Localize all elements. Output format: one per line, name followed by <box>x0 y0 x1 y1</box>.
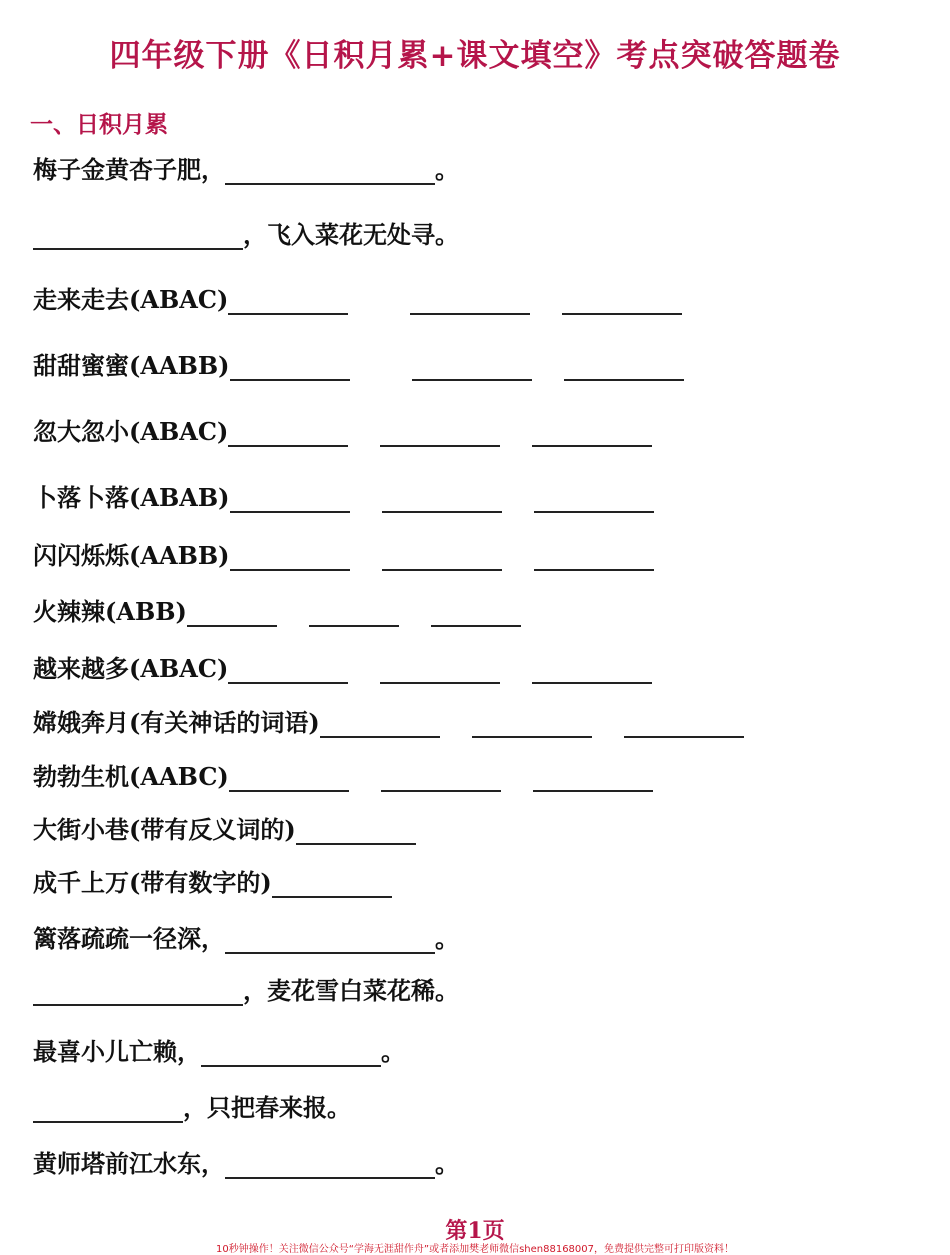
answer-blank[interactable] <box>225 924 435 954</box>
answer-blank[interactable] <box>230 483 350 513</box>
prompt-text: 。 <box>381 1037 405 1066</box>
prompt-text: 勃勃生机(AABC) <box>33 762 229 791</box>
prompt-text: 闪闪烁烁(AABB) <box>33 541 230 570</box>
fill-line-5 <box>33 413 652 447</box>
answer-blank[interactable] <box>532 417 652 447</box>
prompt-text: 走来走去(ABAC) <box>33 285 229 314</box>
prompt-text: 大街小巷(带有反义词的) <box>33 815 296 844</box>
answer-blank[interactable] <box>533 762 653 792</box>
answer-blank[interactable] <box>412 351 532 381</box>
fill-line-15 <box>33 972 459 1006</box>
answer-blank[interactable] <box>230 351 350 381</box>
answer-blank[interactable] <box>534 483 654 513</box>
fill-line-4 <box>33 347 684 381</box>
answer-blank[interactable] <box>380 654 500 684</box>
fill-line-10 <box>33 704 744 738</box>
prompt-text: 篱落疏疏一径深， <box>33 924 225 953</box>
prompt-text: 卜落卜落(ABAB) <box>33 483 230 512</box>
prompt-text: 黄师塔前江水东， <box>33 1149 225 1178</box>
prompt-text: 。 <box>435 155 459 184</box>
answer-blank[interactable] <box>33 976 243 1006</box>
prompt-text: 最喜小儿亡赖， <box>33 1037 201 1066</box>
answer-blank[interactable] <box>381 762 501 792</box>
fill-line-8 <box>33 593 521 627</box>
page-title: 四年级下册《日积月累+课文填空》考点突破答题卷 <box>109 38 841 74</box>
answer-blank[interactable] <box>228 654 348 684</box>
fill-line-1 <box>33 151 459 185</box>
fill-line-3 <box>33 281 682 315</box>
fill-line-2 <box>33 216 459 250</box>
answer-blank[interactable] <box>33 220 243 250</box>
answer-blank[interactable] <box>228 417 348 447</box>
prompt-text: ，只把春来报。 <box>183 1093 351 1122</box>
prompt-text: 。 <box>435 924 459 953</box>
answer-blank[interactable] <box>33 1093 183 1123</box>
answer-blank[interactable] <box>230 541 350 571</box>
fill-line-13 <box>33 864 392 898</box>
answer-blank[interactable] <box>382 541 502 571</box>
answer-blank[interactable] <box>225 1149 435 1179</box>
prompt-text: ，麦花雪白菜花稀。 <box>243 976 459 1005</box>
fill-line-18 <box>33 1145 459 1179</box>
fill-line-14 <box>33 920 459 954</box>
answer-blank[interactable] <box>229 762 349 792</box>
answer-blank[interactable] <box>380 417 500 447</box>
answer-blank[interactable] <box>534 541 654 571</box>
answer-blank[interactable] <box>296 815 416 845</box>
answer-blank[interactable] <box>562 285 682 315</box>
prompt-text: 。 <box>435 1149 459 1178</box>
section-heading: 一、日积月累 <box>30 111 168 138</box>
prompt-text: 火辣辣(ABB) <box>33 597 187 626</box>
answer-blank[interactable] <box>624 708 744 738</box>
fill-line-9 <box>33 650 652 684</box>
prompt-text: 忽大忽小(ABAC) <box>33 417 229 446</box>
prompt-text: 甜甜蜜蜜(AABB) <box>33 351 230 380</box>
prompt-text: 嫦娥奔月(有关神话的词语) <box>33 708 320 737</box>
answer-blank[interactable] <box>201 1037 381 1067</box>
prompt-text: 越来越多(ABAC) <box>33 654 229 683</box>
answer-blank[interactable] <box>309 597 399 627</box>
fill-line-6 <box>33 479 654 513</box>
fill-line-16 <box>33 1033 405 1067</box>
answer-blank[interactable] <box>382 483 502 513</box>
answer-blank[interactable] <box>187 597 277 627</box>
answer-blank[interactable] <box>320 708 440 738</box>
prompt-text: ，飞入菜花无处寻。 <box>243 220 459 249</box>
answer-blank[interactable] <box>225 155 435 185</box>
answer-blank[interactable] <box>228 285 348 315</box>
fill-line-11 <box>33 758 653 792</box>
prompt-text: 梅子金黄杏子肥， <box>33 155 225 184</box>
fill-line-7 <box>33 537 654 571</box>
answer-blank[interactable] <box>410 285 530 315</box>
answer-blank[interactable] <box>272 868 392 898</box>
footer-note: 10秒钟操作！关注微信公众号“学海无涯甜作舟”或者添加樊老师微信shen88168007，免费提供完整可打印版资料！ <box>215 1244 735 1255</box>
answer-blank[interactable] <box>564 351 684 381</box>
fill-line-17 <box>33 1089 351 1123</box>
answer-blank[interactable] <box>431 597 521 627</box>
answer-blank[interactable] <box>472 708 592 738</box>
answer-blank[interactable] <box>532 654 652 684</box>
page-number: 第1页 <box>445 1218 505 1244</box>
fill-line-12 <box>33 811 416 845</box>
prompt-text: 成千上万(带有数字的) <box>33 868 272 897</box>
